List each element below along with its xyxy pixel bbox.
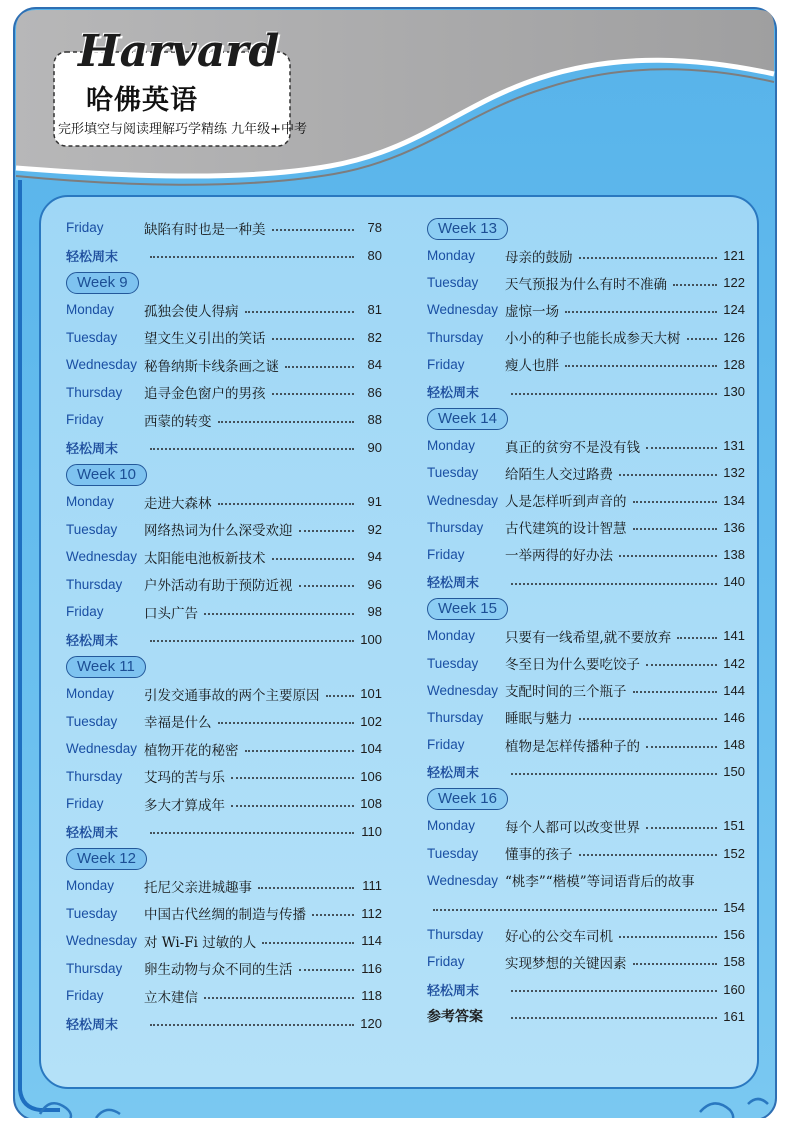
dot-leader (511, 583, 717, 585)
toc-page-number: 160 (723, 981, 745, 997)
toc-day: Thursday (66, 576, 123, 592)
toc-title: 幸福是什么 (144, 715, 212, 732)
toc-entry[interactable] (427, 758, 745, 785)
toc-page-number: 126 (723, 329, 745, 345)
toc-entry[interactable] (427, 432, 745, 459)
toc-title: 艾玛的苦与乐 (144, 770, 225, 787)
toc-page-number: 130 (723, 384, 745, 400)
dot-leader (326, 695, 355, 697)
toc-day: Tuesday (66, 905, 118, 921)
toc-entry[interactable] (66, 626, 382, 654)
toc-entry[interactable] (427, 242, 745, 269)
toc-day: Thursday (66, 768, 123, 784)
toc-title: 太阳能电池板新技术 (144, 550, 266, 567)
toc-day: Friday (66, 796, 104, 812)
toc-day: Tuesday (427, 275, 479, 291)
toc-entry[interactable] (66, 434, 382, 462)
toc-title: 真正的贫穷不是没有钱 (505, 439, 640, 456)
toc-entry[interactable] (427, 704, 745, 731)
toc-day: Friday (427, 546, 465, 562)
toc-page-number: 114 (361, 933, 382, 949)
brand-block (56, 26, 308, 144)
toc-page-number: 111 (362, 878, 382, 894)
dot-leader (204, 997, 354, 999)
toc-entry[interactable] (66, 242, 382, 270)
toc-entry[interactable] (427, 649, 745, 676)
dot-leader (218, 722, 355, 724)
toc-page-number: 108 (360, 796, 382, 812)
toc-page-number: 118 (361, 988, 382, 1004)
dot-leader (150, 256, 354, 258)
toc-page-number: 151 (723, 818, 745, 834)
toc-title: 古代建筑的设计智慧 (505, 521, 627, 538)
dot-leader (299, 585, 355, 587)
toc-entry[interactable] (66, 708, 382, 736)
toc-day: Friday (66, 412, 104, 428)
toc-entry[interactable] (427, 840, 745, 867)
toc-day: Wednesday (66, 741, 138, 757)
dot-leader (312, 914, 354, 916)
toc-page-number: 112 (361, 905, 382, 921)
toc-entry[interactable] (427, 541, 745, 568)
toc-title: 追寻金色窗户的男孩 (144, 386, 266, 403)
dot-leader (285, 366, 354, 368)
week-badge: Week 13 (427, 218, 508, 240)
week-badge: Week 12 (66, 848, 147, 870)
toc-title: 只要有一线希望,就不要放弃 (505, 629, 672, 646)
week-badge: Week 11 (66, 656, 146, 678)
toc-page-number: 106 (360, 768, 382, 784)
toc-title: 小小的种子也能长成参天大树 (505, 331, 681, 348)
toc-day: Monday (427, 438, 476, 454)
toc-entry[interactable] (427, 622, 745, 649)
dot-leader (204, 613, 354, 615)
toc-day: Monday (66, 686, 115, 702)
dot-leader (633, 691, 718, 693)
dot-leader (150, 832, 354, 834)
dot-leader (673, 284, 717, 286)
toc-day: 轻松周末 (427, 576, 480, 592)
toc-day: 轻松周末 (66, 441, 119, 457)
toc-title: 卵生动物与众不同的生活 (144, 962, 293, 979)
toc-day: 轻松周末 (427, 766, 480, 782)
toc-entry[interactable] (427, 459, 745, 486)
toc-page-number: 140 (723, 574, 745, 590)
dot-leader (565, 311, 717, 313)
dot-leader (619, 474, 717, 476)
toc-page-number: 148 (723, 737, 745, 753)
toc-right-column (427, 215, 745, 1030)
toc-title: 植物开花的秘密 (144, 742, 239, 759)
toc-entry-answers[interactable] (427, 1003, 745, 1030)
toc-entry[interactable] (427, 487, 745, 514)
toc-day: Wednesday (427, 492, 499, 508)
toc-page-number: 80 (367, 247, 382, 263)
dot-leader (245, 750, 355, 752)
dot-leader (511, 990, 717, 992)
toc-title: 口头广告 (144, 605, 198, 622)
toc-title: 对 Wi-Fi 过敏的人 (144, 934, 257, 951)
toc-day: Thursday (66, 960, 123, 976)
dot-leader (299, 530, 355, 532)
toc-day: Tuesday (66, 713, 118, 729)
toc-page-number: 141 (723, 628, 745, 644)
toc-title: 多大才算成年 (144, 797, 225, 814)
toc-page-number: 92 (367, 521, 382, 537)
toc-page-number: 154 (723, 900, 745, 916)
toc-entry[interactable] (66, 543, 382, 571)
toc-entry[interactable] (66, 598, 382, 626)
week-badge: Week 10 (66, 464, 147, 486)
dot-leader (218, 421, 355, 423)
toc-entry[interactable] (427, 976, 745, 1003)
toc-day: Wednesday (427, 872, 499, 888)
toc-entry[interactable] (66, 955, 382, 983)
brand-logo-chinese: 哈佛英语 (86, 85, 198, 116)
week-badge: Week 16 (427, 788, 508, 810)
toc-page-number: 146 (723, 709, 745, 725)
toc-page-number: 94 (367, 549, 382, 565)
dot-leader (272, 558, 355, 560)
toc-day: Friday (66, 220, 104, 236)
toc-title: 植物是怎样传播种子的 (505, 738, 640, 755)
toc-day: Wednesday (66, 549, 138, 565)
toc-title: 好心的公交车司机 (505, 928, 613, 945)
toc-title: 望文生义引出的笑话 (144, 331, 266, 348)
toc-title: 引发交通事故的两个主要原因 (144, 687, 320, 704)
toc-day: Monday (66, 302, 115, 318)
toc-title: 秘鲁纳斯卡线条画之谜 (144, 358, 279, 375)
dot-leader (299, 969, 355, 971)
toc-title: 一举两得的好办法 (505, 548, 613, 565)
toc-entry[interactable] (66, 982, 382, 1010)
book-subtitle: 完形填空与阅读理解巧学精练 九年级+中考 (58, 122, 308, 137)
toc-day: Thursday (66, 384, 123, 400)
dot-leader (218, 503, 355, 505)
toc-entry[interactable] (66, 900, 382, 928)
dot-leader (633, 501, 718, 503)
toc-day: Tuesday (427, 655, 479, 671)
toc-title: 睡眠与魅力 (505, 711, 573, 728)
toc-day: Thursday (427, 329, 484, 345)
dot-leader (262, 942, 354, 944)
toc-entry[interactable] (66, 214, 382, 242)
dot-leader (619, 936, 717, 938)
toc-day: 轻松周末 (66, 825, 119, 841)
toc-entry[interactable] (427, 378, 745, 405)
toc-day: 轻松周末 (66, 633, 119, 649)
toc-entry[interactable] (427, 677, 745, 704)
toc-title: 走进大森林 (144, 495, 212, 512)
toc-entry[interactable] (427, 568, 745, 595)
week-badge: Week 15 (427, 598, 508, 620)
toc-title: 母亲的鼓励 (505, 249, 573, 266)
week-header (66, 461, 382, 488)
toc-entry[interactable] (66, 379, 382, 407)
toc-entry[interactable] (66, 790, 382, 818)
toc-page-number: 124 (723, 302, 745, 318)
week-badge: Week 14 (427, 408, 508, 430)
dot-leader (511, 773, 717, 775)
toc-title: 人是怎样听到声音的 (505, 494, 627, 511)
toc-page-number: 101 (360, 686, 382, 702)
toc-title: 虚惊一场 (505, 303, 559, 320)
toc-entry[interactable] (427, 514, 745, 541)
dot-leader (646, 746, 717, 748)
dot-leader (619, 555, 717, 557)
toc-title: 西蒙的转变 (144, 413, 212, 430)
week-header (66, 845, 382, 872)
toc-page-number: 136 (723, 519, 745, 535)
toc-page-number: 81 (367, 302, 382, 318)
toc-page-number: 142 (723, 655, 745, 671)
toc-page-number: 122 (723, 275, 745, 291)
dot-leader (565, 365, 717, 367)
dot-leader (433, 909, 717, 911)
toc-page-number: 98 (367, 604, 382, 620)
dot-leader (646, 664, 717, 666)
toc-day: Friday (66, 988, 104, 1004)
dot-leader (258, 887, 354, 889)
toc-page-number: 121 (723, 248, 745, 264)
toc-entry[interactable] (427, 731, 745, 758)
dot-leader (687, 338, 718, 340)
toc-page-number: 116 (361, 960, 382, 976)
toc-day: Tuesday (427, 465, 479, 481)
toc-page-number: 102 (360, 713, 382, 729)
toc-day: Monday (427, 818, 476, 834)
toc-page-number: 152 (723, 845, 745, 861)
toc-page-number: 128 (723, 356, 745, 372)
toc-entry[interactable] (66, 296, 382, 324)
toc-title: 缺陷有时也是一种美 (144, 221, 266, 238)
toc-page-number: 161 (723, 1008, 745, 1024)
dot-leader (245, 311, 355, 313)
toc-page-number: 88 (367, 412, 382, 428)
toc-entry-wednesday-long[interactable] (427, 867, 745, 894)
toc-day: Friday (66, 604, 104, 620)
week-header (66, 269, 382, 296)
dot-leader (150, 448, 354, 450)
dot-leader (633, 528, 718, 530)
toc-page-number: 100 (360, 631, 382, 647)
toc-page-number: 134 (723, 492, 745, 508)
brand-logo-english: Harvard (78, 26, 280, 77)
dot-leader (231, 805, 354, 807)
toc-entry-continuation (427, 894, 745, 921)
toc-day: Wednesday (427, 302, 499, 318)
toc-day: Wednesday (427, 682, 499, 698)
answers-label: 参考答案 (427, 1009, 483, 1026)
toc-day: Tuesday (66, 521, 118, 537)
toc-page-number: 156 (723, 927, 745, 943)
toc-title: 给陌生人交过路费 (505, 466, 613, 483)
toc-day: Tuesday (427, 845, 479, 861)
toc-day: Tuesday (66, 329, 118, 345)
toc-title: 孤独会使人得病 (144, 303, 239, 320)
toc-day: Wednesday (66, 357, 138, 373)
toc-page-number: 91 (367, 494, 382, 510)
dot-leader (677, 637, 717, 639)
toc-page-number: 86 (367, 384, 382, 400)
toc-entry[interactable] (427, 812, 745, 839)
toc-entry[interactable] (427, 948, 745, 975)
toc-title: 中国古代丝绸的制造与传播 (144, 907, 306, 924)
toc-day: Friday (427, 954, 465, 970)
dot-leader (646, 447, 717, 449)
toc-title: 懂事的孩子 (505, 847, 573, 864)
toc-day: Friday (427, 356, 465, 372)
toc-title: 托尼父亲进城趣事 (144, 879, 252, 896)
toc-day: 轻松周末 (427, 983, 480, 999)
toc-page-number: 96 (367, 576, 382, 592)
toc-title: 立木建信 (144, 989, 198, 1006)
toc-day: Thursday (427, 519, 484, 535)
toc-title: 天气预报为什么有时不准确 (505, 276, 667, 293)
toc-entry[interactable] (66, 680, 382, 708)
toc-entry[interactable] (66, 818, 382, 846)
dot-leader (633, 963, 718, 965)
dot-leader (231, 777, 354, 779)
toc-day: Thursday (427, 709, 484, 725)
dot-leader (511, 1017, 717, 1019)
toc-title: 瘦人也胖 (505, 358, 559, 375)
toc-day: 轻松周末 (427, 386, 480, 402)
toc-title: 冬至日为什么要吃饺子 (505, 657, 640, 674)
toc-entry[interactable] (66, 571, 382, 599)
toc-entry[interactable] (66, 1010, 382, 1038)
toc-title: 支配时间的三个瓶子 (505, 684, 627, 701)
dot-leader (272, 338, 355, 340)
toc-entry[interactable] (66, 763, 382, 791)
toc-page-number: 131 (723, 438, 745, 454)
toc-page-number: 84 (367, 357, 382, 373)
toc-entry[interactable] (427, 296, 745, 323)
dot-leader (272, 393, 355, 395)
dot-leader (150, 640, 354, 642)
toc-page-number: 132 (723, 465, 745, 481)
toc-day: 轻松周末 (66, 1017, 119, 1033)
toc-page-number: 138 (723, 546, 745, 562)
toc-day: Thursday (427, 927, 484, 943)
toc-left-column (66, 214, 382, 1037)
toc-entry[interactable] (66, 351, 382, 379)
toc-day: 轻松周末 (66, 249, 119, 265)
dot-leader (272, 229, 355, 231)
toc-entry[interactable] (66, 488, 382, 516)
toc-page-number: 82 (367, 329, 382, 345)
toc-entry[interactable] (427, 324, 745, 351)
toc-page-number: 104 (360, 741, 382, 757)
toc-day: Monday (66, 494, 115, 510)
week-header (66, 653, 382, 680)
week-header (427, 215, 745, 242)
week-header (427, 785, 745, 812)
toc-entry[interactable] (66, 735, 382, 763)
toc-page-number: 158 (723, 954, 745, 970)
week-header (427, 405, 745, 432)
toc-page-number: 78 (367, 220, 382, 236)
toc-title: 实现梦想的关键因素 (505, 955, 627, 972)
dot-leader (646, 827, 717, 829)
toc-title: 每个人都可以改变世界 (505, 819, 640, 836)
toc-page-number: 110 (361, 823, 382, 839)
toc-entry[interactable] (427, 921, 745, 948)
toc-entry[interactable] (66, 324, 382, 352)
toc-day: Monday (427, 628, 476, 644)
toc-page-number: 90 (367, 439, 382, 455)
week-badge: Week 9 (66, 272, 139, 294)
toc-title: 网络热词为什么深受欢迎 (144, 523, 293, 540)
toc-day: Monday (66, 878, 115, 894)
toc-day: Monday (427, 248, 476, 264)
dot-leader (150, 1024, 354, 1026)
week-header (427, 595, 745, 622)
dot-leader (579, 718, 718, 720)
toc-entry[interactable] (66, 927, 382, 955)
dot-leader (579, 257, 718, 259)
toc-entry[interactable] (66, 406, 382, 434)
dot-leader (579, 854, 718, 856)
toc-title: 户外活动有助于预防近视 (144, 578, 293, 595)
toc-day: Wednesday (66, 933, 138, 949)
dot-leader (511, 393, 717, 395)
toc-title: “桃李”“楷模”等词语背后的故事 (505, 874, 695, 891)
toc-entry[interactable] (427, 351, 745, 378)
toc-page-number: 144 (723, 682, 745, 698)
toc-entry[interactable] (427, 269, 745, 296)
toc-page-number: 150 (723, 764, 745, 780)
toc-entry[interactable] (66, 872, 382, 900)
toc-page-number: 120 (360, 1015, 382, 1031)
toc-entry[interactable] (66, 516, 382, 544)
toc-day: Friday (427, 737, 465, 753)
